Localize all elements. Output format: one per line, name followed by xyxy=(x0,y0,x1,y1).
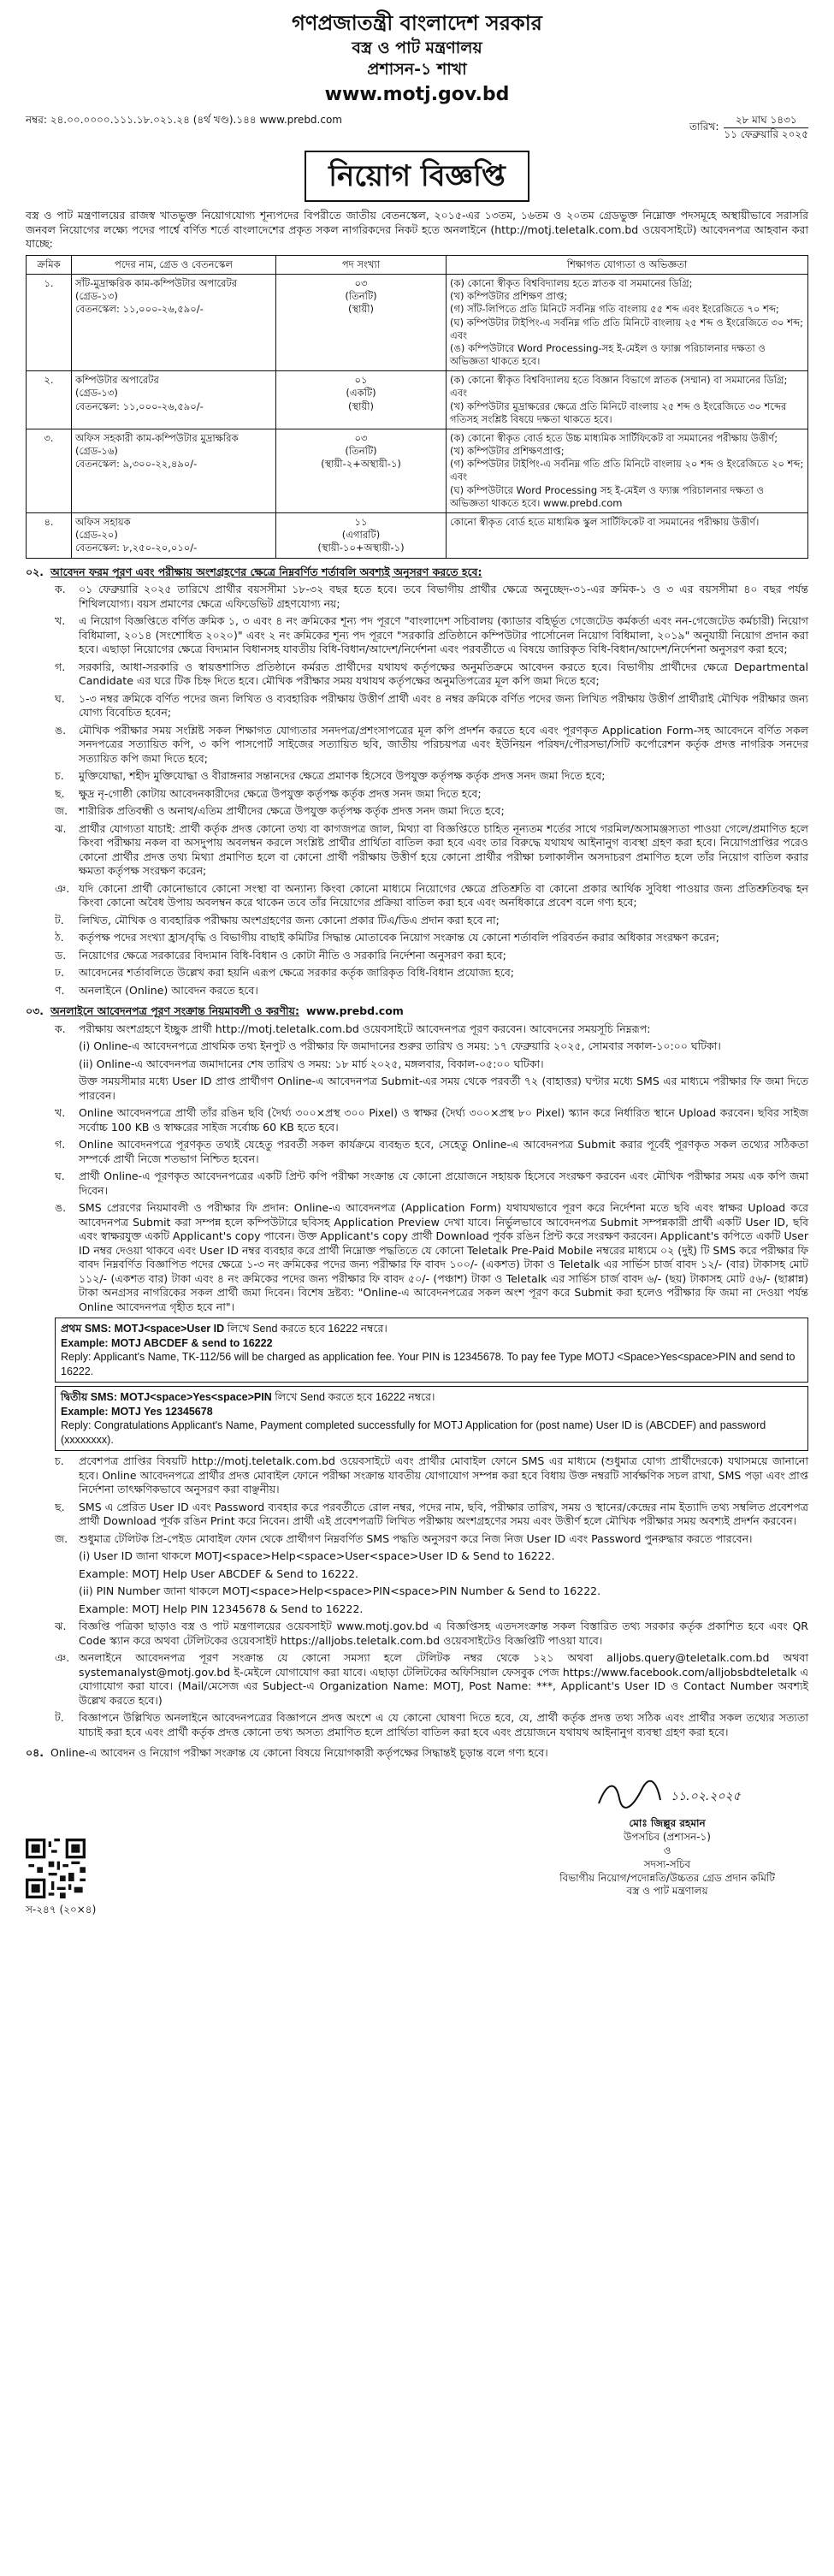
cell-count xyxy=(276,512,447,558)
ministry-name: বস্ত্র ও পাট মন্ত্রণালয় xyxy=(352,38,482,57)
item-marker: ক. xyxy=(55,583,66,595)
item-text: শুধুমাত্র টেলিটক প্রি-পেইড মোবাইল ফোন থেকে প্রার্থীগণ নিম্নবর্ণিত SMS পদ্ধতি অনুসরণ করে নিজ নিজ User ID এবং Password পুনরুদ্ধার করতে পারবেন। xyxy=(79,1531,753,1545)
list-item xyxy=(55,787,808,802)
list-item xyxy=(55,1620,808,1648)
item-marker xyxy=(55,1057,74,1072)
section-3 xyxy=(26,1004,808,1739)
item-text: যদি কোনো প্রার্থী কোনোভাবে কোনো সংস্থা বা অন্যান্য কিংবা কোনো মাধ্যমে নিয়োগের ক্ষেত্রে প্রতিশ্রুতি বা কোনো প্রকার আর্থিক সুবিধা পাওয়ার জন্য প্রতিশ্রুতিবদ্ধ হন কিংবা কোনো অবৈধ উপায় অবলম্বন করে থাকেন তবে তাঁর নিয়োগের প্রক্রিয়া বাতিল করা হবে এবং অনধিকারে প্রবেশ বলে গণ্য হবে; xyxy=(79,881,808,909)
item-text: সরকারি, আধা-সরকারি ও স্বায়ত্তশাসিত প্রতিষ্ঠানে কর্মরত প্রার্থীদের যথাযথ কর্তৃপক্ষের অনুমতিক্রমে আবেদন করতে হবে। বিভাগীয় প্রার্থীদের ক্ষেত্রে Departmental Candidate এর ঘরে টিক চিহ্ন দিতে হবে। মৌখিক পরীক্ষার সময় যথাযথ কর্তৃপক্ষের অনুমতিপত্রের মূল কপি জমা দিতে হবে; xyxy=(79,660,808,687)
col-post: পদের নাম, গ্রেড ও বেতনস্কেল xyxy=(72,255,276,274)
list-item xyxy=(55,1584,808,1599)
sms1-format: MOTJ<space>User ID xyxy=(114,1323,225,1335)
qualification-line: (ক) কোনো স্বীকৃত বিশ্ববিদ্যালয় হতে স্নাতক বা সমমানের ডিগ্রি; xyxy=(450,277,693,290)
qualification-line: (ঘ) কম্পিউটারে Word Processing সহ ই-মেইল ও ফ্যাক্স পরিচালনার দক্ষতা ও অভিজ্ঞতা থাকতে হবে। www.prebd.com xyxy=(450,483,764,509)
post-grade: (গ্রেড-১৬) xyxy=(75,445,118,458)
cell-post xyxy=(72,512,276,558)
item-marker: ঠ. xyxy=(55,931,64,944)
list-item xyxy=(55,1602,808,1617)
item-text: ১-৩ নম্বর ক্রমিকে বর্ণিত পদের জন্য লিখিত ও ব্যবহারিক পরীক্ষায় উত্তীর্ণ প্রার্থী এবং ৪ নম্বর ক্রমিকে বর্ণিত পদের জন্য লিখিত পরীক্ষায় উত্তীর্ণ প্রার্থীরাই মৌখিক পরীক্ষার জন্য যোগ্য বিবেচিত হবেন; xyxy=(79,691,808,719)
qualification-line: (ক) কোনো স্বীকৃত বোর্ড হতে উচ্চ মাধ্যমিক সার্টিফিকেট বা সমমানের পরীক্ষায় উত্তীর্ণ; xyxy=(450,431,778,444)
list-item xyxy=(55,724,808,767)
item-text: (i) Online-এ আবেদনপত্রে প্রাথমিক তথ্য ইনপুট ও পরীক্ষার ফি জমাদানের শুরুর তারিখ ও সময়: ১৭ ফেব্রুয়ারি ২০২৫, সোমবার সকাল-১০:০০ ঘটিকা। xyxy=(79,1039,721,1052)
date-english: ১১ ফেব্রুয়ারি ২০২৫ xyxy=(724,127,808,140)
date-block xyxy=(689,114,808,142)
item-text: ক্ষুদ্র নৃ-গোষ্ঠী কোটায় আবেদনকারীদের ক্ষেত্রে উপযুক্ত কর্তৃপক্ষ কর্তৃক প্রদত্ত সনদ জমা দিতে হবে; xyxy=(79,786,482,800)
item-text: আবেদনের শর্তাবলিতে উল্লেখ করা হয়নি এরূপ ক্ষেত্রে সরকার কর্তৃক জারিকৃত বিধি-বিধান প্রযোজ্য হবে; xyxy=(79,966,515,979)
item-marker: ঙ. xyxy=(55,1201,67,1214)
list-item xyxy=(55,614,808,657)
item-text: অনলাইনে আবেদনপত্র পূরণ সংক্রান্ত যে কোনো সমস্যা হলে টেলিটক নম্বর থেকে ১২১ অথবা alljobs.query@teletalk.com.bd অথবা systemanalyst@motj.gov.bd ই-মেইলে যোগাযোগ করা যাবে। এছাড়া টেলিটকের অফিসিয়াল ফেসবুক পেজ https://www.facebook.com/alljobsbdteletalk এ যোগাযোগ করা যাবে। (Mail/মেসেজ এর Subject-এ Organization Name: MOTJ, Post Name: ***, Applicant's User ID ও Contact Number অবশ্যই উল্লেখ করতে হবে।) xyxy=(79,1651,808,1707)
cell-qualification xyxy=(447,429,808,512)
govt-name: গণপ্রজাতন্ত্রী বাংলাদেশ সরকার xyxy=(292,11,542,35)
list-item xyxy=(55,1549,808,1564)
cell-qualification xyxy=(447,512,808,558)
signature-block xyxy=(526,1774,808,1899)
item-marker: ঘ. xyxy=(55,691,65,705)
list-item xyxy=(55,583,808,611)
item-text: বিজ্ঞাপনে উল্লিখিত অনলাইনে আবেদনপত্রের বিজ্ঞাপনে প্রদত্ত অংশে এ যে কোনো ঘোষণা দিতে হবে, যে, প্রার্থী কর্তৃক প্রদত্ত তথ্য সঠিক এবং প্রার্থীর সকল তথ্যের সত্যতা যাচাই করা হবে এবং প্রার্থী কর্তৃক প্রদত্ত কোনো তথ্য অসত্য প্রমাণিত হলে প্রার্থিতা বাতিল করা হবে এবং প্রয়োজনে যথাযথ আইনানুগ ব্যবস্থা গ্রহণ করা হবে। xyxy=(79,1711,808,1738)
list-item xyxy=(55,804,808,819)
cell-post xyxy=(72,275,276,371)
post-post: অফিস সহায়ক xyxy=(75,515,131,528)
cell-qualification xyxy=(447,371,808,429)
post-grade: (গ্রেড-১৩) xyxy=(75,387,118,400)
post-count: ১১ xyxy=(354,515,368,528)
item-marker: ক. xyxy=(55,1022,66,1035)
list-item xyxy=(55,1454,808,1497)
cell-post xyxy=(72,371,276,429)
post-grade: (গ্রেড-১৩) xyxy=(75,290,118,303)
item-marker: গ. xyxy=(55,660,66,673)
item-marker: জ. xyxy=(55,804,68,817)
item-text: Online আবেদনপত্রে পূরণকৃত তথ্যই যেহেতু পরবর্তী সকল কার্যক্রমে ব্যবহৃত হবে, সেহেতু Online-এ আবেদনপত্র Submit করার পূর্বেই পূরণকৃত সকল তথ্যের সঠিকতা সম্পর্কে প্রার্থী নিজে শতভাগ নিশ্চিত হবেন। xyxy=(79,1138,808,1165)
posts-table xyxy=(26,255,808,559)
item-text: অনলাইনে (Online) আবেদন করতে হবে। xyxy=(79,983,258,997)
post-count-note: (স্থায়ী) xyxy=(348,400,374,412)
post-count-note: (স্থায়ী) xyxy=(348,303,374,316)
section-2 xyxy=(26,566,808,998)
post-post: কম্পিউটার অপারেটর xyxy=(75,374,159,387)
item-marker: চ. xyxy=(55,769,64,782)
footer-code: স-২৪৭ (২০×৪) xyxy=(26,1904,97,1916)
post-count-words: (একটি) xyxy=(346,387,376,400)
list-item xyxy=(55,931,808,945)
item-marker xyxy=(55,1584,74,1599)
qualification-line: কোনো স্বীকৃত বোর্ড হতে মাধ্যমিক স্কুল সার্টিফিকেট বা সমমানের পরীক্ষায় উত্তীর্ণ। xyxy=(450,515,760,528)
item-text: Example: MOTJ Help PIN 12345678 & Send to 16222. xyxy=(79,1602,364,1615)
item-marker xyxy=(55,1075,74,1103)
signatory-name: মোঃ জিল্লুর রহমান xyxy=(629,1817,706,1830)
post-count: ০৩ xyxy=(354,277,368,290)
item-text: শারীরিক প্রতিবন্ধী ও অনাথ/এতিম প্রার্থীদের ক্ষেত্রে উপযুক্ত কর্তৃপক্ষ কর্তৃক প্রদত্ত সনদ জমা দিতে হবে; xyxy=(79,804,505,817)
table-header-row xyxy=(27,255,808,274)
memo-number: নম্বর: ২৪.০০.০০০০.১১১.১৮.০২১.২৪ (৪র্থ খণ্ড).১৪৪ www.prebd.com xyxy=(26,113,342,126)
item-marker: ছ. xyxy=(55,786,65,800)
col-count: পদ সংখ্যা xyxy=(276,255,447,274)
table-row xyxy=(27,512,808,558)
section-2-number: ০২. xyxy=(26,565,44,578)
table-row xyxy=(27,429,808,512)
section-4-number: ০৪. xyxy=(26,1746,44,1759)
col-serial: ক্রমিক xyxy=(27,255,72,274)
item-text: Online আবেদনপত্রে প্রার্থী তাঁর রঙিন ছবি (দৈর্ঘ্য ৩০০×প্রস্থ ৩০০ Pixel) ও স্বাক্ষর (দৈর্ঘ্য ৩০০×প্রস্থ ৮০ Pixel) স্ক্যান করে নির্ধারিত স্থানে Upload করবেন। ছবির সাইজ সর্বোচ্চ 100 KB ও স্বাক্ষরের সাইজ সর্বোচ্চ 60 KB হতে হবে। xyxy=(79,1106,808,1134)
list-item xyxy=(55,1022,808,1037)
item-text: প্রার্থী Online-এ পূরণকৃত আবেদনপত্রের একটি প্রিন্ট কপি পরীক্ষা সংক্রান্ত যে কোনো প্রয়োজনে সহায়ক হিসেবে সংরক্ষণ করবেন এবং মৌখিক পরীক্ষার সময় এক কপি জমা দিবেন। xyxy=(79,1170,808,1197)
sms2-tail: লিখে Send করতে হবে 16222 নম্বরে। xyxy=(275,1391,435,1403)
table-row xyxy=(27,275,808,371)
item-text: Example: MOTJ Help User ABCDEF & Send to 16222. xyxy=(79,1566,359,1580)
item-text: ০১ ফেব্রুয়ারি ২০২৫ তারিখে প্রার্থীর বয়সসীমা ১৮-৩২ বছর হতে হবে। তবে বিভাগীয় প্রার্থীর ক্ষেত্রে অনুচ্ছেদ-৩১-এর ক্রমিক-১ ও ৩ এর বয়সসীমা ৪০ বছর পর্যন্ত শিথিলযোগ্য। বয়স প্রমাণের ক্ষেত্রে এফিডেভিট গ্রহণযোগ্য নয়; xyxy=(79,583,808,610)
post-count-words: (তিনটি) xyxy=(345,290,377,303)
item-marker: ঝ. xyxy=(55,821,67,835)
notice-title: নিয়োগ বিজ্ঞপ্তি xyxy=(305,151,529,203)
item-marker: ট. xyxy=(55,1711,64,1724)
sms-first-box xyxy=(55,1318,808,1383)
list-item xyxy=(55,984,808,998)
item-text: SMS এ প্রেরিত User ID এবং Password ব্যবহার করে পরবর্তীতে রোল নম্বর, পদের নাম, ছবি, পরীক্ষার তারিখ, সময় ও স্থানের/কেন্দ্রের নাম ইত্যাদি তথ্য সম্বলিত প্রবেশপত্র প্রার্থী Download পূর্বক রঙিন Print করে নিবেন। প্রার্থী এই প্রবেশপত্রটি লিখিত পরীক্ষায় অংশগ্রহণের সময় এবং উত্তীর্ণ হলে মৌখিক পরীক্ষার সময় অবশ্যই প্রদর্শন করবেন। xyxy=(79,1500,808,1527)
list-item xyxy=(55,1075,808,1103)
qualification-line: (ঘ) কম্পিউটার টাইপিং-এ সর্বনিম্ন গতি প্রতি মিনিটে বাংলায় ২৫ শব্দ ও ইংরেজিতে ৩০ শব্দ; এবং xyxy=(450,316,803,341)
cell-count xyxy=(276,371,447,429)
post-count: ০১ xyxy=(354,374,368,387)
item-text: মৌখিক পরীক্ষার সময় সংশ্লিষ্ট সকল শিক্ষাগত যোগ্যতার সনদপত্র/প্রশংসাপত্রের মূল কপি প্রদর্শন করতে হবে এবং পূরণকৃত Application Form-সহ আবেদনে বর্ণিত সকল সনদপত্রের সত্যায়িত কপি, ৩ কপি পাসপোর্ট সাইজের সত্যায়িত ছবি, জাতীয় পরিচয়পত্র এবং ইউনিয়ন পরিষদ/পৌরসভা/সিটি কর্পোরেশন কর্তৃক প্রদত্ত নাগরিক সনদের সত্যায়িত কপি জমা দিতে হবে; xyxy=(79,723,808,765)
post-post: সাঁট-মুদ্রাক্ষরিক কাম-কম্পিউটার অপারেটর xyxy=(75,277,238,290)
item-text: এ নিয়োগ বিজ্ঞপ্তিতে বর্ণিত ক্রমিক ১, ৩ এবং ৪ নং ক্রমিকের শূন্য পদ পূরণে "বাংলাদেশ সচিবালয় (ক্যাডার বহির্ভূত গেজেটেড কর্মকর্তা এবং নন-গেজেটেড কর্মচারী) নিয়োগ বিধিমালা, ২০১৪ (সংশোধিত ২০২০)" এবং ২ নং ক্রমিকের শূন্য পদ পূরণে "সরকারি প্রতিষ্ঠানে কম্পিউটার পার্সোনেল নিয়োগ বিধিমালা, ২০১৯" অনুযায়ী নিয়োগ প্রদান করা হবে। এছাড়া নিয়োগের ক্ষেত্রে বিদ্যমান বিধানসহ যাবতীয় বিধি-বিধান/আদেশ/নির্দেশনা এবং পরবর্তীতে এ বিষয়ে জারিকৃত বিধি-বিধান/আদেশ/নির্দেশনা অনুসরণ করা হবে; xyxy=(79,614,808,655)
date-label: তারিখ: xyxy=(689,121,719,133)
list-item xyxy=(55,1039,808,1054)
list-item xyxy=(55,1501,808,1529)
list-item xyxy=(55,660,808,689)
item-marker: জ. xyxy=(55,1531,68,1545)
item-marker: ঞ. xyxy=(55,881,70,895)
item-marker xyxy=(55,1602,74,1617)
post-scale: বেতনস্কেল: ৮,২৫০-২০,০১০/- xyxy=(75,542,198,554)
list-item xyxy=(55,1711,808,1739)
item-marker: ট. xyxy=(55,913,64,927)
section-4-text: Online-এ আবেদন ও নিয়োগ পরীক্ষা সংক্রান্ত যে কোনো বিষয়ে নিয়োগকারী কর্তৃপক্ষের সিদ্ধান্তই চূড়ান্ত বলে গণ্য হবে। xyxy=(50,1746,548,1759)
item-marker: গ. xyxy=(55,1138,66,1151)
post-post: অফিস সহকারী কাম-কম্পিউটার মুদ্রাক্ষরিক xyxy=(75,431,239,444)
item-text: নিয়োগের ক্ষেত্রে সরকারের বিদ্যমান বিধি-বিধান ও কোটা নীতি ও সরকারি নির্দেশনা অনুসরণ করা হবে; xyxy=(79,948,506,962)
cell-serial: ৪. xyxy=(27,512,72,558)
section-3-site: www.prebd.com xyxy=(305,1004,404,1017)
qualification-line: (ঙ) কম্পিউটারে Word Processing-সহ ই-মেইল ও ফ্যাক্স পরিচালনার দক্ষতা ও অভিজ্ঞতা থাকতে হবে। xyxy=(450,341,766,368)
item-marker: চ. xyxy=(55,1454,64,1467)
bottom-row xyxy=(26,1904,808,1917)
qualification-line: (খ) কম্পিউটার প্রশিক্ষণপ্রাপ্ত; xyxy=(450,445,565,458)
cell-count xyxy=(276,429,447,512)
col-qualification: শিক্ষাগত যোগ্যতা ও অভিজ্ঞতা xyxy=(447,255,808,274)
qualification-line: (গ) সাঁট-লিপিতে প্রতি মিনিটে সর্বনিম্ন গতি বাংলায় ৫৫ শব্দ এবং ইংরেজিতে ৭০ শব্দ; xyxy=(450,303,779,316)
item-text: (ii) Online-এ আবেদনপত্র জমাদানের শেষ তারিখ ও সময়: ১৮ মার্চ ২০২৫, মঙ্গলবার, বিকাল-০৫:০০ ঘটিকা। xyxy=(79,1057,544,1070)
list-item xyxy=(55,1138,808,1166)
item-marker: ঘ. xyxy=(55,1170,65,1182)
item-marker xyxy=(55,1549,74,1564)
signatory-ministry: বস্ত্র ও পাট মন্ত্রণালয় xyxy=(626,1885,708,1898)
qualification-line: (খ) কম্পিউটার মুদ্রাক্ষরের ক্ষেত্রে প্রতি মিনিটে বাংলায় ২৫ শব্দ ও ইংরেজিতে ৩০ শব্দের গতিসহ সংশ্লিষ্ট বিষয়ে দক্ষতা থাকতে হবে। xyxy=(450,400,787,425)
item-marker: ঙ. xyxy=(55,723,67,737)
list-item xyxy=(55,914,808,928)
item-text: SMS প্রেরণের নিয়মাবলী ও পরীক্ষার ফি প্রদান: Online-এ আবেদনপত্র (Application Form) যথাযথভাবে পূরণ করে নির্দেশনা মতে ছবি এবং স্বাক্ষর Upload করে আবেদনপত্র Submit করা সম্পন্ন হলে কম্পিউটারে ছবিসহ Application Preview দেখা যাবে। নির্ভুলভাবে আবেদনপত্র Submit সম্পন্নকারী প্রার্থী একটি User ID, ছবি এবং স্বাক্ষরযুক্ত একটি Applicant's copy পাবেন। উক্ত Applicant's copy প্রার্থী Download পূর্বক রঙিন প্রিন্ট করে সংরক্ষণ করবেন। Applicant's কপিতে একটি User ID নম্বর দেওয়া থাকবে এবং User ID নম্বর ব্যবহার করে প্রার্থী নিম্নোক্ত পদ্ধতিতে যে কোনো Teletalk Pre-Paid Mobile নম্বরের মাধ্যমে ০২ (দুই) টি SMS করে পরীক্ষার ফি বাবদ নিম্নবর্ণিত বিজ্ঞাপিত পদের ক্ষেত্রে ১-৩ নং ক্রমিকের পদের জন্য পরীক্ষার ফি বাবদ ১০০/- (একশত) টাকা ও Teletalk এর সার্ভিস চার্জ বাবদ ১২/- (বার) টাকাসহ মোট ১১২/- (একশত বার) টাকা এবং ৪ নং ক্রমিকের পদের জন্য পরীক্ষার ফি বাবদ ৫০/- (পঞ্চাশ) টাকা ও Teletalk এর সার্ভিস চার্জ বাবদ ৬/- (ছয়) টাকাসহ মোট ৫৬/- (ছাপ্পান্ন) টাকা অনগ্রসর নাগরিকের সকল প্রার্থী জমা দিবেন। বিশেষ দ্রষ্টব্য: "Online-এ আবেদনপত্রের সকল অংশ পূরণ করে Submit করা হলেও পরীক্ষার ফি জমা না দেওয়া পর্যন্ত Online আবেদনপত্র গৃহীত হবে না"। xyxy=(79,1201,808,1313)
qualification-line: (গ) কম্পিউটার টাইপিং-এ সর্বনিম্ন গতি প্রতি মিনিটে বাংলায় ২০ শব্দ ও ইংরেজিতে ২০ শব্দ; এবং xyxy=(450,458,804,483)
item-marker: ঞ. xyxy=(55,1651,70,1664)
item-text: (i) User ID জানা থাকলে MOTJ<space>Help<space>User<space>User ID & Send to 16222. xyxy=(79,1549,555,1562)
list-item xyxy=(55,1532,808,1547)
item-marker: ণ. xyxy=(55,983,65,997)
signatory-and: ও xyxy=(663,1844,671,1856)
sms1-example: Example: MOTJ ABCDEF & send to 16222 xyxy=(61,1336,273,1349)
post-count-words: (তিনটি) xyxy=(345,445,377,458)
cell-count xyxy=(276,275,447,371)
item-marker: খ. xyxy=(55,614,66,627)
sms2-lead: দ্বিতীয় SMS: xyxy=(61,1391,118,1403)
sms1-tail: লিখে Send করতে হবে 16222 নম্বরে। xyxy=(227,1323,387,1335)
branch-name: প্রশাসন-১ শাখা xyxy=(367,59,467,79)
post-scale: বেতনস্কেল: ৯,৩০০-২২,৪৯০/- xyxy=(75,458,198,471)
section-4 xyxy=(26,1746,808,1761)
sms-second-box xyxy=(55,1386,808,1451)
list-item xyxy=(55,966,808,980)
post-count: ০৩ xyxy=(354,431,368,444)
item-marker xyxy=(55,1039,74,1054)
letterhead xyxy=(26,10,808,107)
sms2-example: Example: MOTJ Yes 12345678 xyxy=(61,1405,213,1418)
cell-serial: ৩. xyxy=(27,429,72,512)
sms1-lead: প্রথম SMS: xyxy=(61,1323,112,1335)
item-text: (ii) PIN Number জানা থাকলে MOTJ<space>Help<space>PIN<space>PIN Number & Send to 16222. xyxy=(79,1584,601,1597)
post-grade: (গ্রেড-২০) xyxy=(75,529,118,542)
cell-serial: ১. xyxy=(27,275,72,371)
section-3-number: ০৩. xyxy=(26,1004,44,1017)
list-item xyxy=(55,1170,808,1198)
item-text: প্রবেশপত্র প্রাপ্তির বিষয়টি http://motj.teletalk.com.bd ওয়েবসাইটে এবং প্রার্থীর মোবাইল ফোনে SMS এর মাধ্যমে (শুধুমাত্র যোগ্য প্রার্থীদেরকে) যথাসময়ে জানানো হবে। Online আবেদনপত্রে প্রার্থীর প্রদত্ত মোবাইল ফোনে পরীক্ষা সংক্রান্ত যাবতীয় যোগাযোগ সম্পন্ন করা হবে বিধায় উক্ত নম্বরটি সার্বক্ষণিক সচল রাখা, SMS পড়া এবং প্রাপ্ত নির্দেশনা তাৎক্ষণিকভাবে অনুসরণ করা বাঞ্ছনীয়। xyxy=(79,1454,808,1495)
item-text: উক্ত সময়সীমার মধ্যে User ID প্রাপ্ত প্রার্থীগণ Online-এ আবেদনপত্র Submit-এর সময় থেকে পরবর্তী ৭২ (বাহাত্তর) ঘণ্টার মধ্যে SMS এর মাধ্যমে পরীক্ষার ফি জমা দিতে পারবেন। xyxy=(79,1075,808,1102)
footer xyxy=(26,1774,808,1899)
signatory-role: সদস্য-সচিব xyxy=(643,1857,691,1870)
item-text: পরীক্ষায় অংশগ্রহণে ইচ্ছুক প্রার্থী http://motj.teletalk.com.bd ওয়েবসাইটে আবেদনপত্র পূরণ করবেন। আবেদনের সময়সূচি নিম্নরূপ: xyxy=(79,1022,651,1035)
post-count-note: (স্থায়ী-১০+অস্থায়ী-১) xyxy=(317,542,405,554)
list-item xyxy=(55,1057,808,1072)
sms1-reply: Reply: Applicant's Name, TK-112/56 will be charged as application fee. Your PIN is 12345678. To pay fee Type MOTJ <Space>Yes<space>PIN and send to 16222. xyxy=(61,1351,796,1377)
cell-serial: ২. xyxy=(27,371,72,429)
qualification-line: (ক) কোনো স্বীকৃত বিশ্ববিদ্যালয় হতে বিজ্ঞান বিভাগে স্নাতক (সম্মান) বা সমমানের ডিগ্রি; এবং xyxy=(450,374,788,400)
ministry-website: www.motj.gov.bd xyxy=(324,83,510,105)
cell-post xyxy=(72,429,276,512)
notice-page xyxy=(26,0,808,1917)
list-item xyxy=(55,822,808,879)
item-text: প্রার্থীর যোগ্যতা যাচাই: প্রার্থী কর্তৃক প্রদত্ত কোনো তথ্য বা কাগজপত্র জাল, মিথ্যা বা বিজ্ঞপ্তিতে চাহিত নূন্যতম শর্তের সাথে গরমিল/অসামঞ্জস্যতা পাওয়া গেলে/প্রমাণিত হলে কিংবা পরীক্ষায় নকল বা অসদুপায় অবলম্বন করলে সংশ্লিষ্ট প্রার্থীর প্রার্থিতা বাতিল করা হবে এবং তার বিরুদ্ধে যথাযথ আইনানুগ ব্যবস্থা গ্রহণ করা হবে। নিয়োগপ্রাপ্তির পরেও কোনো প্রার্থীর প্রদত্ত তথ্য মিথ্যা প্রমাণিত হলে বা কোনো প্রার্থী পরীক্ষায় উত্তীর্ণ হয়ে কোনো প্রার্থীর পরীক্ষা চলাকালীন অসদাচরণ প্রমাণিত হলে তাঁর নিয়োগ বাতিল করার ক্ষমতা কর্তৃপক্ষ সংরক্ষণ করেন; xyxy=(79,821,808,877)
signatory-committee: বিভাগীয় নিয়োগ/পদোন্নতি/উচ্চতর গ্রেড প্রদান কমিটি xyxy=(559,1871,775,1884)
item-marker: ছ. xyxy=(55,1500,65,1513)
sms2-format: MOTJ<space>Yes<space>PIN xyxy=(120,1391,272,1403)
list-item xyxy=(55,1651,808,1708)
item-marker: ড. xyxy=(55,948,67,962)
qualification-line: (খ) কম্পিউটার প্রশিক্ষণ প্রাপ্ত; xyxy=(450,290,568,303)
post-count-note: (স্থায়ী-২+অস্থায়ী-১) xyxy=(321,458,401,471)
table-row xyxy=(27,371,808,429)
signatory-designation: উপসচিব (প্রশাসন-১) xyxy=(624,1831,711,1844)
post-scale: বেতনস্কেল: ১১,০০০-২৬,৫৯০/- xyxy=(75,303,204,316)
date-bengali: ২৮ মাঘ ১৪৩১ xyxy=(724,114,808,128)
intro-text: বস্ত্র ও পাট মন্ত্রণালয়ের রাজস্ব খাতভুক্ত নিয়োগযোগ্য শূন্যপদের বিপরীতে জাতীয় বেতনস্কেল, ২০১৫-এর ১৩তম, ১৬তম ও ২০তম গ্রেডভুক্ত নিম্নোক্ত পদসমূহে অস্থায়ীভাবে সরাসরি জনবল নিয়োগের লক্ষ্যে পদের পার্শ্বে বর্ণিত শর্তে বাংলাদেশের প্রকৃত সকল নাগরিকদের নিকট হতে অনলাইনে (http://motj.teletalk.com.bd ওয়েবসাইটে) আবেদনপত্র আহবান করা যাচ্ছে: xyxy=(26,209,808,251)
section-3-title: অনলাইনে আবেদনপত্র পূরণ সংক্রান্ত নিয়মাবলী ও করণীয়: xyxy=(50,1004,299,1017)
qr-code-icon[interactable] xyxy=(26,1839,86,1898)
signature-date: ১১.০২.২০২৫ xyxy=(671,1789,741,1803)
item-marker xyxy=(55,1567,74,1582)
item-marker: খ. xyxy=(55,1106,66,1119)
list-item xyxy=(55,1201,808,1314)
cell-qualification xyxy=(447,275,808,371)
section-2-title: আবেদন ফরম পূরণ এবং পরীক্ষায় অংশগ্রহণের ক্ষেত্রে নিম্নবর্ণিত শর্তাবলি অবশ্যই অনুসরণ করতে হবে: xyxy=(50,565,482,578)
list-item xyxy=(55,949,808,963)
item-text: লিখিত, মৌখিক ও ব্যবহারিক পরীক্ষায় অংশগ্রহণের জন্য কোনো প্রকার টিএ/ডিএ প্রদান করা হবে না; xyxy=(79,913,500,927)
memo-row xyxy=(26,114,808,142)
list-item xyxy=(55,1567,808,1582)
list-item xyxy=(55,692,808,720)
list-item xyxy=(55,769,808,784)
list-item xyxy=(55,1106,808,1134)
item-marker: ঢ. xyxy=(55,966,65,979)
post-scale: বেতনস্কেল: ১১,০০০-২৬,৫৯০/- xyxy=(75,400,204,412)
item-text: বিজ্ঞপ্তি পত্রিকা ছাড়াও বস্ত্র ও পাট মন্ত্রণালয়ের ওয়েবসাইট www.motj.gov.bd এ বিজ্ঞপ্তিসহ এতদসংক্রান্ত সকল বিস্তারিত তথ্য সরকার কর্তৃক প্রকাশিত হবে এবং QR Code স্ক্যান করে অথবা টেলিটকের ওয়েবসাইট https://alljobs.teletalk.com.bd ওয়েবসাইটেও বিজ্ঞপ্তিটি পাওয়া যাবে। xyxy=(79,1620,808,1647)
list-item xyxy=(55,882,808,910)
post-count-words: (এগারটি) xyxy=(341,529,381,542)
sms2-reply: Reply: Congratulations Applicant's Name, Payment completed successfully for MOTJ Application for (post name) User ID is (ABCDEF) and password (xxxxxxxx). xyxy=(61,1419,766,1446)
item-text: কর্তৃপক্ষ পদের সংখ্যা হ্রাস/বৃদ্ধি ও বিভাগীয় বাছাই কমিটির সিদ্ধান্ত মোতাবেক নিয়োগ সংক্রান্ত যে কোনো শর্তাবলি পরিবর্তন করার অধিকার সংরক্ষণ করেন; xyxy=(79,931,719,944)
item-marker: ঝ. xyxy=(55,1620,67,1632)
item-text: মুক্তিযোদ্ধা, শহীদ মুক্তিযোদ্ধা ও বীরাঙ্গনার সন্তানদের ক্ষেত্রে প্রমাণক হিসেবে উপযুক্ত কর্তৃপক্ষ কর্তৃক প্রদত্ত সনদ জমা দিতে হবে; xyxy=(79,769,606,782)
signature-image xyxy=(582,1774,753,1814)
